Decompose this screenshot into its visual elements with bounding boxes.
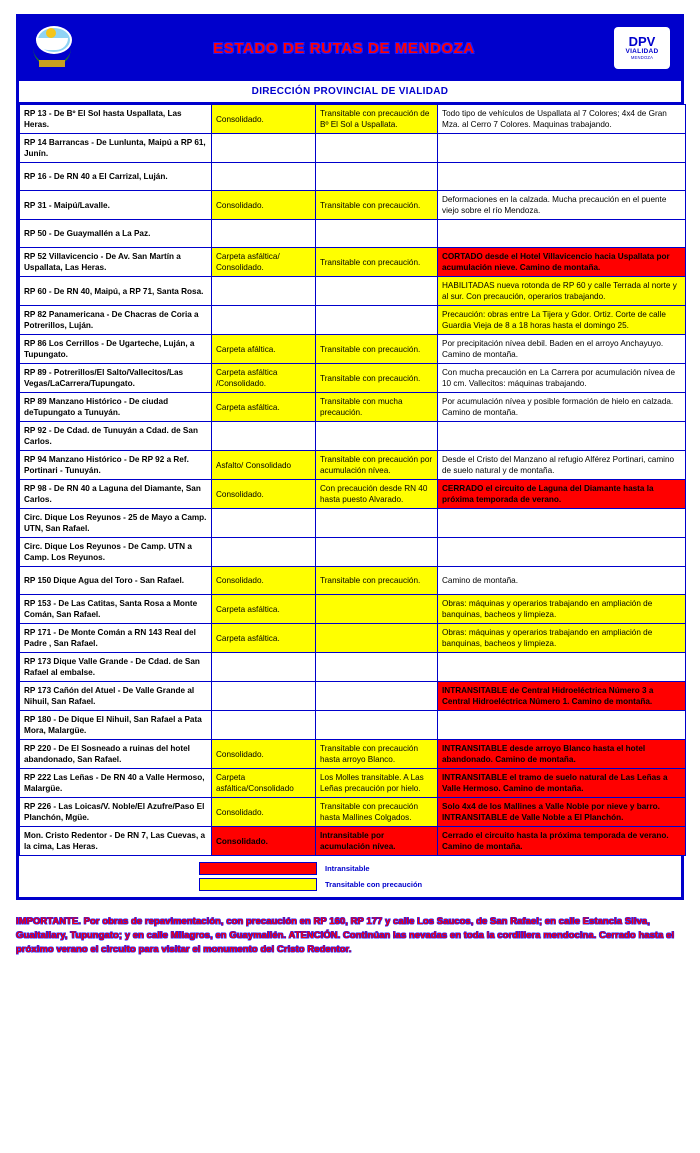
observations-cell: Desde el Cristo del Manzano al refugio Alférez Portinari, camino de suelo natural y de montaña. xyxy=(438,451,686,480)
route-name-cell: RP 31 - Maipú/Lavalle. xyxy=(20,191,212,220)
route-name-cell: RP 50 - De Guaymallén a La Paz. xyxy=(20,220,212,248)
observations-cell: Precaución: obras entre La Tijera y Gdor. Ortiz. Corte de calle Guardia Vieja de 8 a 18 horas hasta el domingo 25. xyxy=(438,306,686,335)
legend-swatch-red xyxy=(199,862,317,875)
route-name-cell: RP 171 - De Monte Comán a RN 143 Real del Padre , San Rafael. xyxy=(20,624,212,653)
observations-cell xyxy=(438,220,686,248)
route-name-cell: RP 220 - De El Sosneado a ruinas del hotel abandonado, San Rafael. xyxy=(20,740,212,769)
routes-panel xyxy=(16,14,684,900)
surface-cell xyxy=(212,422,316,451)
surface-cell xyxy=(212,538,316,567)
observations-cell: INTRANSITABLE de Central Hidroeléctrica Número 3 a Central Hidroeléctrica Número 1. Camino de montaña. xyxy=(438,682,686,711)
table-row xyxy=(20,248,686,277)
transitability-cell: Transitable con precaución hasta Mallines Colgados. xyxy=(316,798,438,827)
route-name-cell: RP 52 Villavicencio - De Av. San Martín a Uspallata, Las Heras. xyxy=(20,248,212,277)
surface-cell: Consolidado. xyxy=(212,827,316,856)
observations-cell: Por acumulación nívea y posible formación de hielo en calzada. Camino de montaña. xyxy=(438,393,686,422)
route-name-cell: RP 86 Los Cerrillos - De Ugarteche, Luján, a Tupungato. xyxy=(20,335,212,364)
surface-cell: Consolidado. xyxy=(212,191,316,220)
observations-cell: Camino de montaña. xyxy=(438,567,686,595)
surface-cell: Carpeta asfáltica. xyxy=(212,595,316,624)
observations-cell xyxy=(438,711,686,740)
route-name-cell: Mon. Cristo Redentor - De RN 7, Las Cuevas, a la cima, Las Heras. xyxy=(20,827,212,856)
surface-cell: Consolidado. xyxy=(212,105,316,134)
surface-cell xyxy=(212,277,316,306)
table-row xyxy=(20,653,686,682)
transitability-cell: Transitable con precaución por acumulación nívea. xyxy=(316,451,438,480)
transitability-cell xyxy=(316,509,438,538)
surface-cell xyxy=(212,711,316,740)
route-name-cell: RP 173 Cañón del Atuel - De Valle Grande al Nihuil, San Rafael. xyxy=(20,682,212,711)
surface-cell: Carpeta asfáltica/Consolidado xyxy=(212,769,316,798)
table-row xyxy=(20,538,686,567)
observations-cell: Cerrado el circuito hasta la próxima temporada de verano. Camino de montaña. xyxy=(438,827,686,856)
route-name-cell: RP 60 - De RN 40, Maipú, a RP 71, Santa Rosa. xyxy=(20,277,212,306)
table-row xyxy=(20,624,686,653)
observations-cell xyxy=(438,134,686,163)
route-name-cell: RP 222 Las Leñas - De RN 40 a Valle Hermoso, Malargüe. xyxy=(20,769,212,798)
table-row xyxy=(20,306,686,335)
table-row xyxy=(20,191,686,220)
route-name-cell: Circ. Dique Los Reyunos - De Camp. UTN a Camp. Los Reyunos. xyxy=(20,538,212,567)
transitability-cell xyxy=(316,134,438,163)
surface-cell xyxy=(212,509,316,538)
legend-swatch-yellow xyxy=(199,878,317,891)
transitability-cell: Con precaución desde RN 40 hasta puesto Alvarado. xyxy=(316,480,438,509)
transitability-cell xyxy=(316,220,438,248)
observations-cell xyxy=(438,509,686,538)
observations-cell: Deformaciones en la calzada. Mucha precaución en el puente viejo sobre el río Mendoza. xyxy=(438,191,686,220)
route-name-cell: RP 150 Dique Agua del Toro - San Rafael. xyxy=(20,567,212,595)
main-title: ESTADO DE RUTAS DE MENDOZA xyxy=(213,39,475,57)
legend-item-precaucion xyxy=(199,878,422,891)
table-row xyxy=(20,451,686,480)
route-name-cell: RP 89 - Potrerillos/El Salto/Vallecitos/Las Vegas/LaCarrera/Tupungato. xyxy=(20,364,212,393)
transitability-cell: Transitable con precaución. xyxy=(316,364,438,393)
transitability-cell xyxy=(316,595,438,624)
surface-cell xyxy=(212,220,316,248)
table-row xyxy=(20,595,686,624)
transitability-cell xyxy=(316,682,438,711)
legend-label-intransitable: Intransitable xyxy=(325,864,370,873)
table-row xyxy=(20,134,686,163)
surface-cell: Carpeta asfáltica. xyxy=(212,393,316,422)
routes-table xyxy=(19,104,686,856)
route-name-cell: RP 92 - De Cdad. de Tunuyán a Cdad. de San Carlos. xyxy=(20,422,212,451)
route-name-cell: RP 89 Manzano Histórico - De ciudad deTupungato a Tunuyán. xyxy=(20,393,212,422)
table-row xyxy=(20,277,686,306)
surface-cell: Asfalto/ Consolidado xyxy=(212,451,316,480)
transitability-cell xyxy=(316,538,438,567)
table-row xyxy=(20,480,686,509)
observations-cell: Todo tipo de vehículos de Uspallata al 7 Colores; 4x4 de Gran Mza. al Cerro 7 Colores. Maquinas trabajando. xyxy=(438,105,686,134)
legend xyxy=(19,856,681,897)
observations-cell: CERRADO el circuito de Laguna del Diamante hasta la próxima temporada de verano. xyxy=(438,480,686,509)
observations-cell: HABILITADAS nueva rotonda de RP 60 y calle Terrada al norte y al sur. Con precaución, operarios trabajando. xyxy=(438,277,686,306)
surface-cell: Consolidado. xyxy=(212,740,316,769)
table-row xyxy=(20,163,686,191)
route-name-cell: RP 173 Dique Valle Grande - De Cdad. de San Rafael al embalse. xyxy=(20,653,212,682)
surface-cell: Consolidado. xyxy=(212,480,316,509)
legend-label-precaucion: Transitable con precaución xyxy=(325,880,423,889)
transitability-cell xyxy=(316,711,438,740)
table-row xyxy=(20,105,686,134)
vialidad-logo-line1: VIALIDAD xyxy=(625,48,659,55)
surface-cell xyxy=(212,163,316,191)
legend-item-intransitable xyxy=(199,862,370,875)
route-name-cell: RP 98 - De RN 40 a Laguna del Diamante, San Carlos. xyxy=(20,480,212,509)
transitability-cell: Transitable con precaución hasta arroyo Blanco. xyxy=(316,740,438,769)
vialidad-logo xyxy=(613,26,671,70)
transitability-cell: Transitable con precaución de Bº El Sol a Uspallata. xyxy=(316,105,438,134)
table-row xyxy=(20,393,686,422)
table-row xyxy=(20,220,686,248)
surface-cell: Consolidado. xyxy=(212,798,316,827)
observations-cell xyxy=(438,422,686,451)
transitability-cell: Transitable con precaución. xyxy=(316,248,438,277)
observations-cell: INTRANSITABLE el tramo de suelo natural de Las Leñas a Valle Hermoso. Camino de montaña. xyxy=(438,769,686,798)
dpv-mark-icon: DPV xyxy=(628,34,656,49)
surface-cell: Carpeta asfáltica /Consolidado. xyxy=(212,364,316,393)
observations-cell: Obras: máquinas y operarios trabajando en ampliación de banquinas, bacheos y limpieza. xyxy=(438,595,686,624)
header xyxy=(19,17,681,79)
transitability-cell: Transitable con mucha precaución. xyxy=(316,393,438,422)
table-row xyxy=(20,827,686,856)
surface-cell xyxy=(212,134,316,163)
observations-cell xyxy=(438,163,686,191)
transitability-cell: Intransitable por acumulación nívea. xyxy=(316,827,438,856)
route-name-cell: RP 14 Barrancas - De Lunlunta, Maipú a RP 61, Junín. xyxy=(20,134,212,163)
surface-cell xyxy=(212,306,316,335)
observations-cell: INTRANSITABLE desde arroyo Blanco hasta el hotel abandonado. Camino de montaña. xyxy=(438,740,686,769)
transitability-cell xyxy=(316,306,438,335)
route-name-cell: Circ. Dique Los Reyunos - 25 de Mayo a Camp. UTN, San Rafael. xyxy=(20,509,212,538)
surface-cell: Carpeta afáltica. xyxy=(212,335,316,364)
route-name-cell: RP 82 Panamericana - De Chacras de Coria a Potrerillos, Luján. xyxy=(20,306,212,335)
table-row xyxy=(20,364,686,393)
table-row xyxy=(20,798,686,827)
surface-cell: Consolidado. xyxy=(212,567,316,595)
surface-cell xyxy=(212,682,316,711)
transitability-cell xyxy=(316,624,438,653)
footer-note: IMPORTANTE. Por obras de repavimentación, con precaución en RP 160, RP 177 y calle Los Saucos, de San Rafael; en calle Estancia Silva, Gualtallary, Tupungato; y en calle Milagros, en Guaymallén. ATENCIÓN. Continúan las nevadas en toda la cordillera mendocina. Cerrado hasta el próximo verano el circuito para visitar el monumento del Cristo Redentor. xyxy=(16,915,675,954)
transitability-cell: Transitable con precaución. xyxy=(316,567,438,595)
route-name-cell: RP 16 - De RN 40 a El Carrizal, Luján. xyxy=(20,163,212,191)
observations-cell: CORTADO desde el Hotel Villavicencio hacia Uspallata por acumulación nieve. Camino de montaña. xyxy=(438,248,686,277)
routes-table-body xyxy=(20,105,686,856)
transitability-cell xyxy=(316,163,438,191)
route-name-cell: RP 153 - De Las Catitas, Santa Rosa a Monte Comán, San Rafael. xyxy=(20,595,212,624)
route-name-cell: RP 13 - De Bº El Sol hasta Uspallata, Las Heras. xyxy=(20,105,212,134)
subheader-title: DIRECCIÓN PROVINCIAL DE VIALIDAD xyxy=(19,79,681,104)
observations-cell xyxy=(438,538,686,567)
route-name-cell: RP 94 Manzano Histórico - De RP 92 a Ref. Portinari - Tunuyán. xyxy=(20,451,212,480)
transitability-cell: Transitable con precaución. xyxy=(316,191,438,220)
escudo-mendoza-icon xyxy=(29,23,75,73)
observations-cell: Por precipitación nívea debil. Baden en el arroyo Anchayuyo. Camino de montaña. xyxy=(438,335,686,364)
table-row xyxy=(20,769,686,798)
transitability-cell: Los Molles transitable. A Las Leñas precaución por hielo. xyxy=(316,769,438,798)
surface-cell xyxy=(212,653,316,682)
observations-cell xyxy=(438,653,686,682)
surface-cell: Carpeta asfáltica/ Consolidado. xyxy=(212,248,316,277)
table-row xyxy=(20,422,686,451)
table-row xyxy=(20,509,686,538)
observations-cell: Obras: máquinas y operarios trabajando en ampliación de banquinas, bacheos y limpieza. xyxy=(438,624,686,653)
page-title xyxy=(75,40,613,57)
table-row xyxy=(20,711,686,740)
table-row xyxy=(20,567,686,595)
table-row xyxy=(20,682,686,711)
transitability-cell: Transitable con precaución. xyxy=(316,335,438,364)
transitability-cell xyxy=(316,653,438,682)
transitability-cell xyxy=(316,422,438,451)
table-row xyxy=(20,335,686,364)
observations-cell: Solo 4x4 de los Mallines a Valle Noble por nieve y barro. INTRANSITABLE de Valle Noble a El Planchón. xyxy=(438,798,686,827)
route-name-cell: RP 180 - De Dique El Nihuil, San Rafael a Pata Mora, Malargüe. xyxy=(20,711,212,740)
table-row xyxy=(20,740,686,769)
surface-cell: Carpeta asfáltica. xyxy=(212,624,316,653)
route-name-cell: RP 226 - Las Loicas/V. Noble/El Azufre/Paso El Planchón, Mgüe. xyxy=(20,798,212,827)
vialidad-logo-line2: MENDOZA xyxy=(630,55,654,60)
observations-cell: Con mucha precaución en La Carrera por acumulación nívea de 10 cm. Vallecitos: máquinas trabajando. xyxy=(438,364,686,393)
transitability-cell xyxy=(316,277,438,306)
